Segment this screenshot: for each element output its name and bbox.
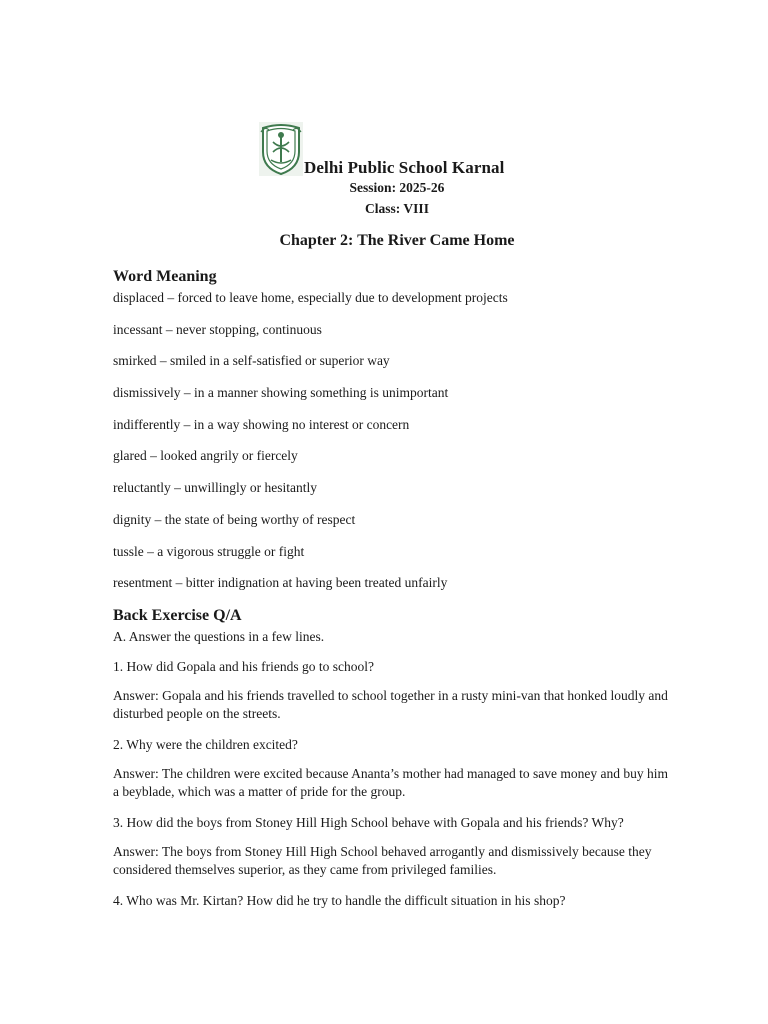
question-text: 3. How did the boys from Stoney Hill High School behave with Gopala and his friends? Why? — [113, 814, 624, 830]
word-meaning-item: indifferently – in a way showing no interest or concern — [113, 416, 410, 432]
question-text: 4. Who was Mr. Kirtan? How did he try to handle the difficult situation in his shop? — [113, 892, 566, 908]
school-name: Delhi Public School Karnal — [304, 158, 505, 177]
word-meaning-item: smirked – smiled in a self-satisfied or superior way — [113, 353, 390, 369]
word-meaning-section — [113, 266, 673, 592]
word-meaning-item: dignity – the state of being worthy of respect — [113, 511, 356, 527]
word-meaning-item: dismissively – in a manner showing something is unimportant — [113, 385, 449, 401]
exercise-instruction: A. Answer the questions in a few lines. — [113, 628, 325, 644]
answer-text: Answer: The children were excited because Ananta’s mother had managed to save money and buy him a beyblade, which was a matter of pride for the group. — [113, 765, 668, 800]
answer-text: Answer: The boys from Stoney Hill High School behaved arrogantly and dismissively because they considered themselves superior, as they came from privileged families. — [113, 843, 652, 878]
session-line: Session: 2025-26 — [349, 180, 445, 195]
word-meaning-item: tussle – a vigorous struggle or fight — [113, 543, 305, 559]
school-crest-icon — [259, 122, 303, 176]
word-meaning-list — [113, 288, 673, 592]
word-meaning-item: reluctantly – unwillingly or hesitantly — [113, 480, 317, 496]
back-exercise-section — [113, 605, 673, 910]
chapter-title: Chapter 2: The River Came Home — [279, 232, 515, 249]
question-text: 2. Why were the children excited? — [113, 736, 298, 752]
word-meaning-item: glared – looked angrily or fiercely — [113, 448, 298, 464]
class-line: Class: VIII — [365, 201, 429, 216]
main-content — [113, 266, 673, 921]
back-exercise-heading: Back Exercise Q/A — [113, 606, 242, 624]
word-meaning-item: incessant – never stopping, continuous — [113, 321, 322, 337]
answer-text: Answer: Gopala and his friends travelled to school together in a rusty mini-van that honked loudly and disturbed people on the streets. — [113, 687, 668, 722]
question-text: 1. How did Gopala and his friends go to school? — [113, 658, 374, 674]
word-meaning-item: resentment – bitter indignation at having been treated unfairly — [113, 575, 448, 591]
word-meaning-item: displaced – forced to leave home, especially due to development projects — [113, 290, 508, 305]
word-meaning-heading: Word Meaning — [113, 268, 217, 285]
